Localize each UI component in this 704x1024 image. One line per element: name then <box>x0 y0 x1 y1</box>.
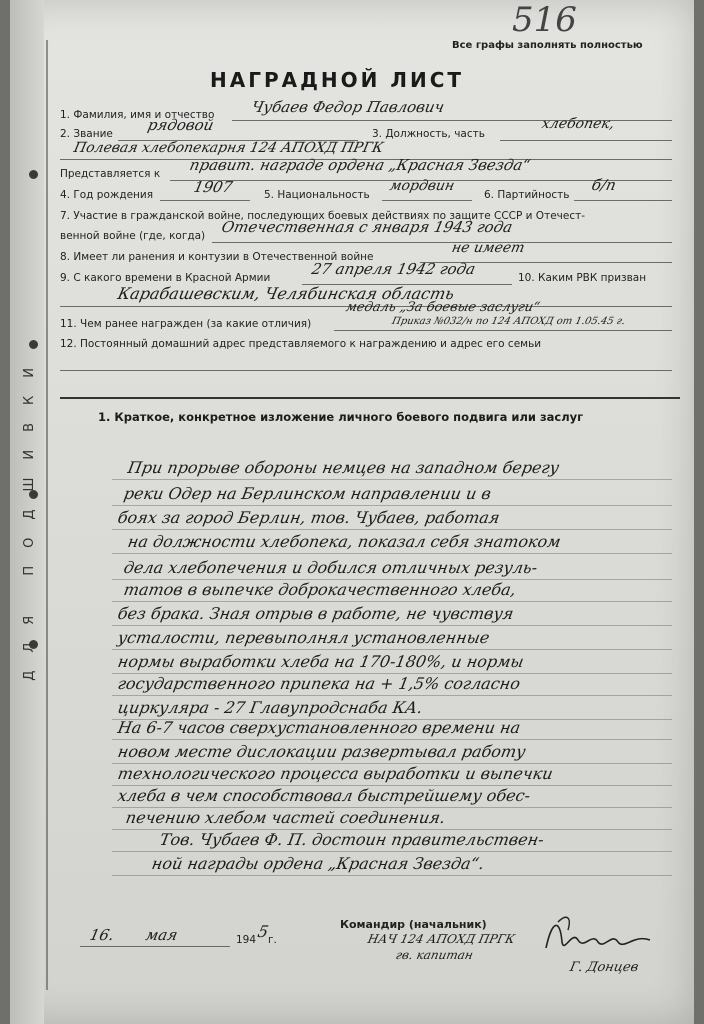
instruction-note: Все графы заполнять полностью <box>452 40 643 51</box>
unit-value: Полевая хлебопекарня 124 АПОХД ПРГК <box>72 140 385 156</box>
field-underline <box>60 370 672 371</box>
signature-mark <box>538 910 658 960</box>
field-10-value: Карабашевским, Челябинская область <box>115 284 457 303</box>
field-underline <box>212 242 672 243</box>
field-12-label: 12. Постоянный домашний адрес представляемого к награждению и адрес его семьи <box>60 338 542 350</box>
field-6-value: б/п <box>590 176 618 194</box>
date-month: мая <box>144 926 180 944</box>
field-6-label: 6. Партийность <box>484 189 570 201</box>
narrative-line: на должности хлебопека, показал себя знатоком <box>126 532 563 551</box>
field-2-value: рядовой <box>146 116 216 134</box>
narrative-line: усталости, перевыполнял установленные <box>116 628 492 647</box>
field-7-value: Отечественная с января 1943 года <box>220 218 515 236</box>
narrative-line: татов в выпечке доброкачественного хлеба, <box>122 580 518 599</box>
ruled-line <box>112 649 672 650</box>
field-7-label-cont: венной войне (где, когда) <box>60 230 206 242</box>
field-8-label: 8. Имеет ли ранения и контузии в Отечественной войне <box>60 251 374 263</box>
narrative-line: дела хлебопечения и добился отличных резуль- <box>122 558 539 577</box>
narrative-line: новом месте дислокации развертывал работу <box>116 742 528 761</box>
field-11-note: Приказ №032/н по 124 АПОХД от 1.05.45 г. <box>390 316 627 327</box>
field-underline <box>382 200 472 201</box>
commander-unit: НАЧ 124 АПОХД ПРГК <box>366 932 517 946</box>
document-title: НАГРАДНОЙ ЛИСТ <box>210 68 465 92</box>
field-10-label: 10. Каким РВК призван <box>518 272 647 284</box>
field-8-value: не имеет <box>450 240 527 256</box>
field-underline <box>574 200 672 201</box>
field-underline <box>334 330 672 331</box>
field-5-value: мордвин <box>388 178 456 194</box>
narrative-line: без брака. Зная отрыв в работе, не чувствуя <box>116 604 516 623</box>
field-9-value: 27 апреля 1942 года <box>310 260 478 278</box>
date-year-prefix: 194 <box>236 934 257 946</box>
narrative-line: ной награды ордена „Красная Звезда“. <box>150 854 486 873</box>
field-9-label: 9. С какого времени в Красной Армии <box>60 272 271 284</box>
ruled-line <box>112 553 672 554</box>
ruled-line <box>112 851 672 852</box>
field-11-value: медаль „За боевые заслуги“ <box>344 300 542 315</box>
ruled-line <box>112 601 672 602</box>
field-2-label: 2. Звание <box>60 128 113 140</box>
field-4-label: 4. Год рождения <box>60 189 154 201</box>
margin-rule <box>46 40 48 990</box>
field-1-label: 1. Фамилия, имя и отчество <box>60 109 215 121</box>
narrative-line: печению хлебом частей соединения. <box>124 808 447 827</box>
narrative-line: На 6-7 часов сверхустановленного времени на <box>116 718 522 737</box>
margin-label: ДЛЯ ПОДШИВКИ <box>22 350 37 681</box>
ruled-line <box>112 739 672 740</box>
commander-rank: гв. капитан <box>394 948 475 962</box>
ruled-line <box>112 505 672 506</box>
date-underline <box>80 946 230 947</box>
section-separator <box>60 397 680 399</box>
field-5-label: 5. Национальность <box>264 189 370 201</box>
date-year-digit: 5 <box>255 922 271 941</box>
field-underline <box>500 140 672 141</box>
archive-number: 516 <box>512 0 577 40</box>
field-1-value: Чубаев Федор Павлович <box>250 98 446 116</box>
field-3-value: хлебопек, <box>540 116 616 132</box>
presented-value: правит. награде ордена „Красная Звезда“ <box>188 156 533 174</box>
field-4-value: 1907 <box>192 178 235 196</box>
field-11-label: 11. Чем ранее награжден (за какие отличия) <box>60 318 312 330</box>
ruled-line <box>112 529 672 530</box>
commander-name: Г. Донцев <box>568 960 640 975</box>
binding-hole <box>29 340 38 349</box>
narrative-line: нормы выработки хлеба на 170-180%, и нормы <box>116 652 526 671</box>
date-day: 16. <box>88 926 116 944</box>
ruled-line <box>112 625 672 626</box>
field-underline <box>160 200 250 201</box>
ruled-line <box>112 479 672 480</box>
commander-label: Командир (начальник) <box>340 918 487 931</box>
binding-hole <box>29 170 38 179</box>
ruled-line <box>112 695 672 696</box>
narrative-line: хлеба в чем способствовал быстрейшему обес- <box>116 786 532 805</box>
narrative-line: При прорыве обороны немцев на западном берегу <box>126 458 561 477</box>
narrative-line: технологического процесса выработки и выпечки <box>116 764 555 783</box>
field-3-label: 3. Должность, часть <box>372 128 485 140</box>
narrative-line: государственного припека на + 1,5% согласно <box>116 674 522 693</box>
field-7-label: 7. Участие в гражданской войне, последующих боевых действиях по защите СССР и Отечест- <box>60 210 585 222</box>
presented-label: Представляется к <box>60 168 161 180</box>
ruled-line <box>112 875 672 876</box>
date-suffix: г. <box>268 934 277 946</box>
section-1-heading: 1. Краткое, конкретное изложение личного боевого подвига или заслуг <box>98 410 584 424</box>
narrative-line: боях за город Берлин, тов. Чубаев, работая <box>116 508 502 527</box>
narrative-line: реки Одер на Берлинском направлении и в <box>122 484 493 503</box>
narrative-line: Тов. Чубаев Ф. П. достоин правительствен- <box>158 830 546 849</box>
narrative-line: циркуляра - 27 Главупродснаба КА. <box>116 698 425 717</box>
